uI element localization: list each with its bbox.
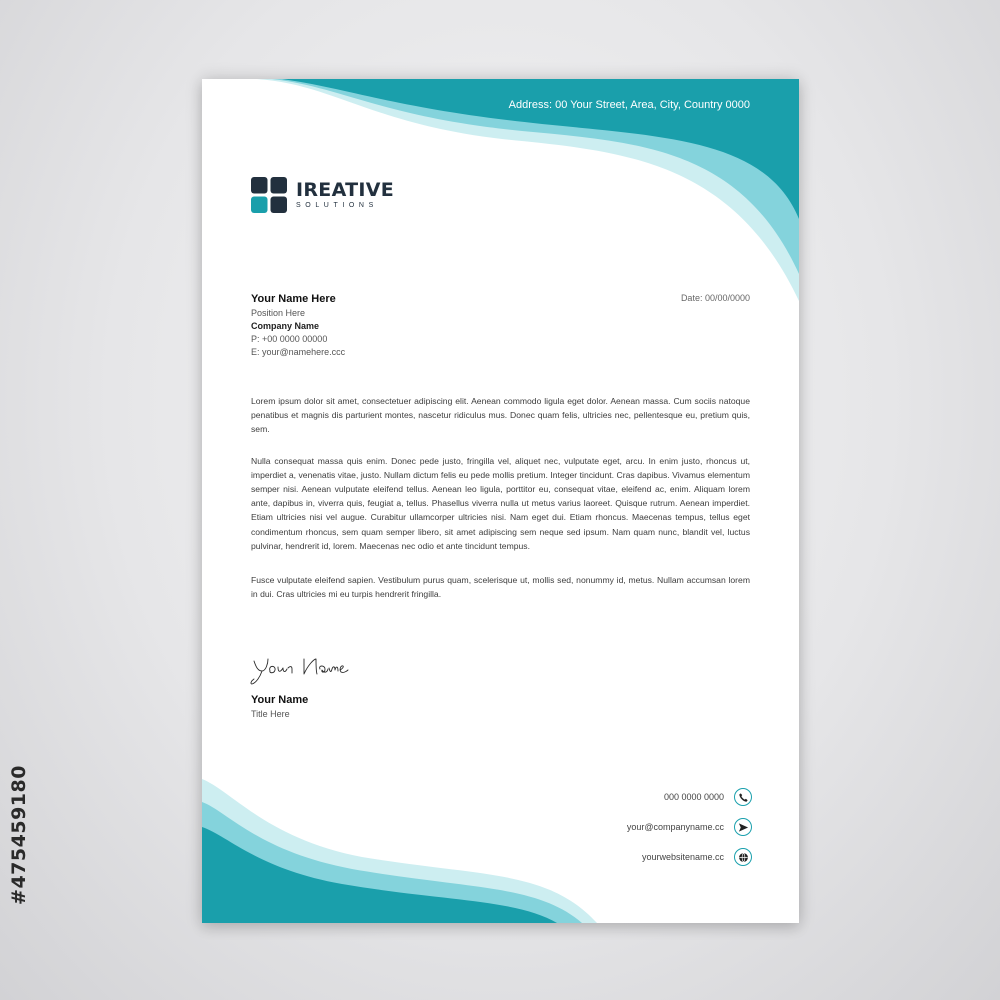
phone-icon <box>734 788 752 806</box>
sender-position: Position Here <box>251 308 306 318</box>
brand-name: IREATIVE <box>296 179 395 201</box>
body-paragraph: Lorem ipsum dolor sit amet, consectetuer adipiscing elit. Aenean commodo ligula eget dolor. Aenean massa. Cum sociis natoque penatibus et magnis dis parturient montes, nascetur ridiculus mus. Donec quam felis, ultricies nec, pellentesque eu, pretium quis, sem. <box>251 396 750 435</box>
contact-phone <box>580 786 752 808</box>
contact-email <box>580 816 752 838</box>
sender-block <box>251 292 345 359</box>
body-paragraph: Nulla consequat massa quis enim. Donec pede justo, fringilla vel, aliquet nec, vulputate eget, arcu. In enim justo, rhoncus ut, imperdiet a, venenatis vitae, justo. Nullam dictum felis eu pede mollis pretium. Integer tincidunt. Cras dapibus. Vivamus elementum semper nisi. Aenean vulputate eleifend tellus. Aenean leo ligula, porttitor eu, consequat vitae, eleifend ac, enim. Aliquam lorem ante, dapibus in, viverra quis, feugiat a, tellus. Phasellus viverra nulla ut metus varius laoreet. Quisque rutrum. Aenean imperdiet. Etiam ultricies nisi vel augue. Curabitur ullamcorper ultricies nisi. Nam eget dui. Etiam rhoncus. Maecenas tempus, tellus eget condimentum rhoncus, sem quam semper libero, sit amet adipiscing sem neque sed ipsum. Nam quam nunc, blandit vel, luctus pulvinar, hendrerit id, lorem. Maecenas nec odio et ante tincidunt tempus. <box>251 455 750 551</box>
company-address: Address: 00 Your Street, Area, City, Country 0000 <box>508 99 750 111</box>
send-icon <box>734 818 752 836</box>
signoff-title: Title Here <box>251 709 290 719</box>
contact-website-text: yourwebsitename.cc <box>641 852 724 862</box>
sender-email: E: your@namehere.ccc <box>251 347 346 357</box>
globe-icon <box>734 848 752 866</box>
brand-tagline: SOLUTIONS <box>296 202 378 209</box>
body-paragraph: Fusce vulputate eleifend sapien. Vestibulum purus quam, scelerisque ut, mollis sed, nonummy id, metus. Nullam accumsan lorem in dui. Cras ultricies mi eu turpis hendrerit fringilla. <box>251 575 750 600</box>
sender-phone: P: +00 0000 00000 <box>251 334 328 344</box>
sender-name: Your Name Here <box>251 293 336 305</box>
sender-company: Company Name <box>251 321 320 331</box>
letter-date: Date: 00/00/0000 <box>680 293 750 303</box>
letterhead-page <box>202 79 799 923</box>
contact-email-text: your@companyname.cc <box>626 822 724 832</box>
stock-image-id-text: #475459180 <box>8 765 30 905</box>
logo-mark-icon <box>251 177 287 213</box>
contact-phone-text: 000 0000 0000 <box>663 792 724 802</box>
signoff-name: Your Name <box>251 694 309 706</box>
handwritten-signature <box>248 651 368 691</box>
brand-logo <box>251 177 394 213</box>
stock-image-id <box>2 760 36 910</box>
contact-website <box>580 846 752 868</box>
letter-body <box>251 394 750 618</box>
